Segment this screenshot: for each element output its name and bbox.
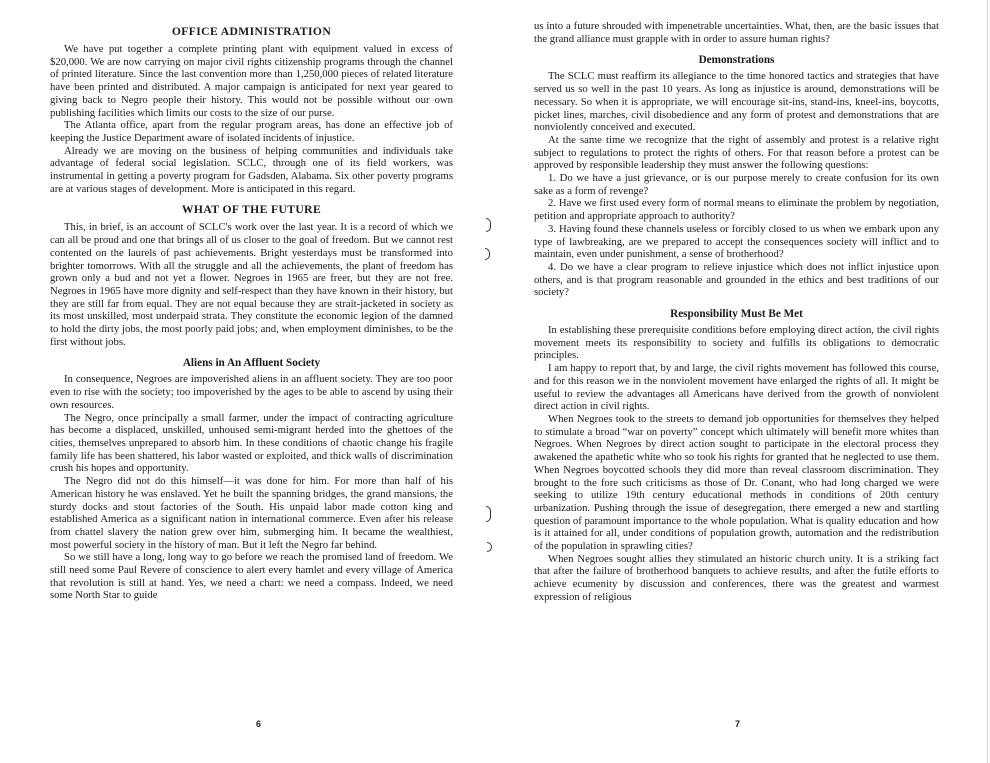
paragraph: This, in brief, is an account of SCLC's work over the last year. It is a record of which we can all be proud and one that brings all of us closer to the goal of freedom. But we cannot rest contented on the laurels of past achievements. Bright yesterdays must be transformed into brighter tomorrows. With all the struggle and all the achievements, the plant of freedom has grown only a bud and not yet a flower. Negroes in 1965 are freer, but they are not free. Negroes in 1965 have more dignity and self-respect than they have known in their history, but they are still far from equal. They are not equal because they are strait-jacketed in society as its most unskilled, most underpaid strata. They constitute the economic legion of the damned to hold the dirty jobs, the most poorly paid jobs; and, when employment diminishes, to be the first without jobs. — [50, 221, 453, 348]
question-item: 1. Do we have a just grievance, or is our purpose merely to create confusion for its own sake as a form of revenge? — [534, 172, 939, 197]
heading-responsibility-must-be-met: Responsibility Must Be Met — [670, 308, 803, 321]
heading-what-of-the-future: WHAT OF THE FUTURE — [181, 203, 322, 217]
binding-marks — [482, 210, 502, 560]
question-item: 4. Do we have a clear program to relieve injustice which does not inflict injustice upon others, and is that program reasonable and grounded in the ethics and best traditions of our society? — [534, 260, 939, 299]
paragraph: So we still have a long, long way to go before we reach the promised land of freedom. We still need some Paul Revere of conscience to alert every hamlet and every village of America that revolution is still at hand. Yes, we need a chart: we need a compass. Indeed, we need some North Star to guide — [50, 551, 453, 602]
paragraph: We have put together a complete printing plant with equipment valued in excess of $20,000. We are now carrying on major civil rights citizenship programs through the channel of printed literature. Since the last convention more than 1,250,000 pieces of related literature have been printed and distributed. A major campaign is anticipated for next year geared to giving back to Negro people their history. This would not be possible without our own publishing facilities which limits our costs to the size of our purse. — [50, 43, 453, 119]
page-number-right: 7 — [735, 719, 741, 729]
binding-mark — [485, 248, 490, 260]
paragraph-continued: us into a future shrouded with impenetrable uncertainties. What, then, are the basic issues that the grand alliance must grapple with in order to assure human rights? — [534, 20, 939, 45]
page-edge — [987, 0, 988, 763]
paragraph: Already we are moving on the business of helping communities and individuals take advantage of federal social legislation. SCLC, through one of its field workers, was instrumental in getting a poverty program for Gadsden, Alabama. Six other poverty programs are at various stages of development. More is anticipated in this regard. — [50, 144, 453, 195]
page-number-left: 6 — [256, 719, 262, 729]
left-page — [50, 0, 453, 763]
paragraph: When Negroes sought allies they stimulated an historic church unity. It is a striking fact that after the failure of brotherhood banquets to achieve results, and after the futile efforts to achieve ecumenity by discussion and conferences, there was the greatest and warmest expression of religious — [534, 552, 939, 603]
paragraph: I am happy to report that, by and large, the civil rights movement has followed this course, and for this reason we in the nonviolent movement have enlarged the rights of all. It might be useful to review the advantages all Americans have derived from the growth of nonviolent direct action in civil rights. — [534, 362, 939, 413]
heading-demonstrations: Demonstrations — [698, 54, 775, 67]
paragraph: The SCLC must reaffirm its allegiance to the time honored tactics and strategies that have served us so well in the past 10 years. As long as injustice is around, demonstrations will be necessary. So when it is appropriate, we will encourage sit-ins, stand-ins, kneel-ins, boycotts, picket lines, marches, civil disobedience and any form of protest and demonstrations that are nonviolently conceived and executed. — [534, 70, 939, 134]
right-page — [534, 0, 939, 763]
paragraph: At the same time we recognize that the right of assembly and protest is a relative right subject to regulations to protect the rights of others. For that reason before a protest can be approved by responsible leadership they must answer the following questions: — [534, 133, 939, 172]
question-item: 2. Have we first used every form of normal means to eliminate the problem by negotiation, petition and appropriate approach to authority? — [534, 197, 939, 223]
heading-aliens-affluent-society: Aliens in An Affluent Society — [182, 357, 321, 370]
binding-mark — [486, 506, 491, 522]
question-item: 3. Having found these channels useless or forcibly closed to us when we embark upon any type of lawbreaking, are we prepared to accept the consequences society will inflict and to maintain, even under punishment, a sense of brotherhood? — [534, 222, 939, 261]
paragraph: The Atlanta office, apart from the regular program areas, has done an effective job of keeping the Justice Department aware of isolated incidents of injustice. — [50, 119, 453, 144]
binding-mark — [487, 542, 492, 552]
paragraph: The Negro did not do this himself—it was done for him. For more than half of his American history he was enslaved. Yet he built the spanning bridges, the grand mansions, the sturdy docks and stout factories of the South. His unpaid labor made cotton king and established America as a significant nation in international commerce. Even after his release from chattel slavery the nation grew over him, submerging him. It became the wealthiest, most powerful society in the history of man. But it left the Negro far behind. — [50, 475, 453, 551]
paragraph: In establishing these prerequisite conditions before employing direct action, the civil rights movement meets its responsibility to society and fulfills its obligations to democratic principles. — [534, 324, 939, 362]
binding-mark — [486, 218, 491, 232]
paragraph: The Negro, once principally a small farmer, under the impact of contracting agriculture has become a displaced, unskilled, unhoused semi-migrant herded into the ghettoes of the cities, themselves unprepared to absorb him. In these conditions of chaotic change his fragile family life has been shattered, his labor wasted or exploited, and thick walls of discrimination crush his hopes and opportunity. — [50, 411, 453, 475]
paragraph: When Negroes took to the streets to demand job opportunities for themselves they helped to stimulate a broad “war on poverty” concept which ultimately will benefit more whites than Negroes. When Negroes by direct action sought to participate in the electoral process they awakened the apathetic white who so took his rights for granted that he neglected to use them. When Negroes boycotted schools they did more than reveal classroom discrimination. They brought to the fore such criticisms as those of Dr. Conant, who had long charged we were seeking to utilize 19th century educational methods in conditions of 20th century urbanization. Pushing through the issue of desegregation, there emerged a new and startling question of paramount importance to the whole population. What is quality education and how is it attained for all, under conditions of population growth, automation and the redistribution of the population in sprawling cities? — [534, 412, 939, 553]
paragraph: In consequence, Negroes are impoverished aliens in an affluent society. They are too poor even to rise with the society; too impoverished by the ages to be able to ascend by using their own resources. — [50, 373, 453, 411]
heading-office-administration: OFFICE ADMINISTRATION — [171, 25, 332, 38]
